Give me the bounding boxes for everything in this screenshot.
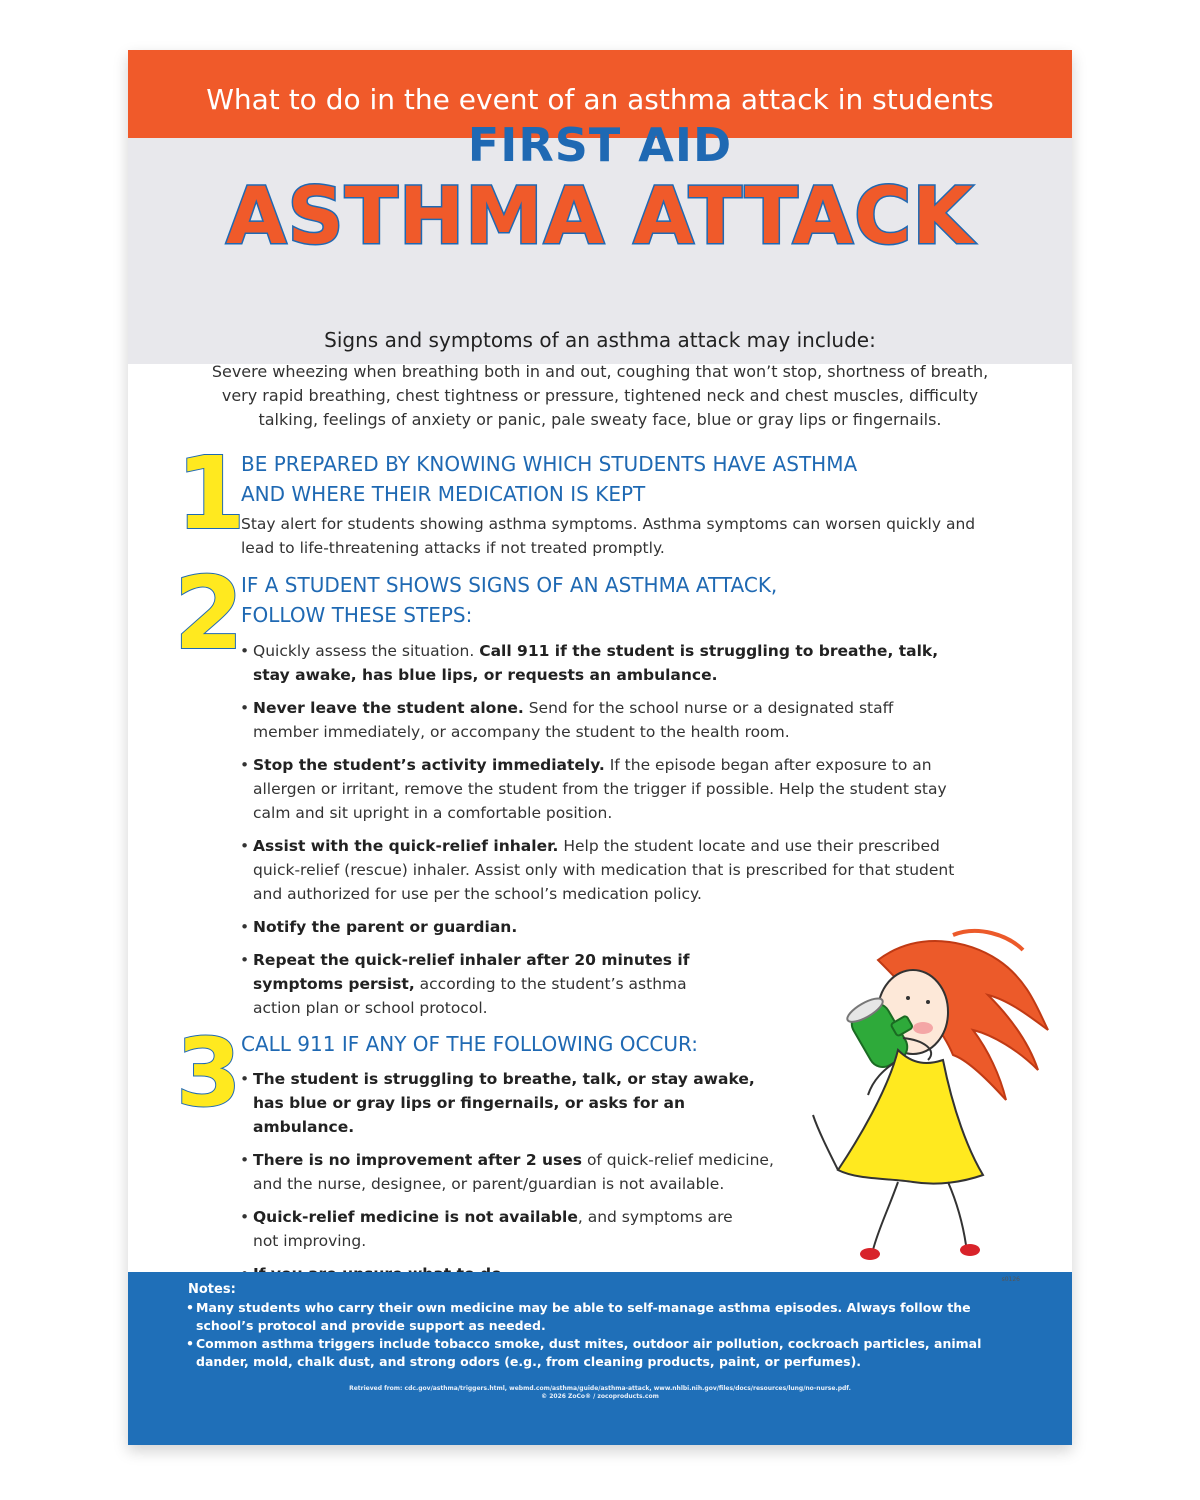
notes-title: Notes: xyxy=(188,1282,236,1297)
step-3-bullet: • The student is struggling to breathe, talk, or stay awake, has blue or gray lips or fingernails, or asks for an ambulance. xyxy=(238,1067,778,1139)
step-1-heading-line1: BE PREPARED BY KNOWING WHICH STUDENTS HAVE ASTHMA xyxy=(241,452,858,476)
symptoms-body: Severe wheezing when breathing both in and out, coughing that won’t stop, shortness of breath, very rapid breathing, chest tightness or pressure, tightened neck and chest muscles, difficulty talking, feelings of anxiety or panic, pale sweaty face, blue or gray lips or fingernails. xyxy=(211,362,989,429)
step-2-heading xyxy=(241,570,1001,630)
notes-list xyxy=(186,1299,1016,1371)
step-2-bullet: • Never leave the student alone. Send for the school nurse or a designated staff member immediately, or accompany the student to the health room. xyxy=(238,696,958,744)
step-1-heading xyxy=(241,449,1001,509)
step-1-number: 1 xyxy=(176,435,246,552)
step-1-heading-line2: AND WHERE THEIR MEDICATION IS KEPT xyxy=(241,482,646,506)
step-2-heading-line1: IF A STUDENT SHOWS SIGNS OF AN ASTHMA ATTACK, xyxy=(241,573,778,597)
step-3-heading-line1: CALL 911 IF ANY OF THE FOLLOWING OCCUR: xyxy=(241,1032,699,1056)
note-item: • Common asthma triggers include tobacco smoke, dust mites, outdoor air pollution, cockroach particles, animal dander, mold, chalk dust, and strong odors (e.g., from cleaning products, paint, or perfumes). xyxy=(186,1335,1016,1371)
source-citation: Retrieved from: cdc.gov/asthma/triggers.html, webmd.com/asthma/guide/asthma-attack, www.nhlbi.nih.gov/files/docs/resources/lung/no-nurse.pdf. xyxy=(349,1385,851,1392)
step-2-bullet: • Repeat the quick-relief inhaler after 20 minutes if symptoms persist, according to the student’s asthma action plan or school protocol. xyxy=(238,948,703,1020)
poster xyxy=(128,50,1072,1445)
step-3-bullet-list xyxy=(238,1067,778,1295)
step-2-bullet: • Assist with the quick-relief inhaler. Help the student locate and use their prescribed quick-relief (rescue) inhaler. Assist only with medication that is prescribed for that student and authorized for use per the school’s medication policy. xyxy=(238,834,958,906)
step-1-text: Stay alert for students showing asthma symptoms. Asthma symptoms can worsen quickly and lead to life-threatening attacks if not treated promptly. xyxy=(241,515,976,557)
note-item: • Many students who carry their own medicine may be able to self-manage asthma episodes. Always follow the school’s protocol and provide support as needed. xyxy=(186,1299,1016,1335)
step-2-number: 2 xyxy=(174,555,244,672)
girl-using-inhaler-illustration xyxy=(738,920,1058,1270)
step-3-number: 3 xyxy=(176,1019,242,1128)
symptoms-heading: Signs and symptoms of an asthma attack may include: xyxy=(324,328,876,352)
header-subtitle: What to do in the event of an asthma attack in students xyxy=(206,82,994,116)
copyright: © 2026 ZoCo® / zocoproducts.com xyxy=(541,1393,659,1400)
title-asthma-attack: ASTHMA ATTACK xyxy=(226,172,974,262)
title-first-aid: FIRST AID xyxy=(467,118,733,172)
dress xyxy=(838,1050,983,1184)
step-3-bullet: • There is no improvement after 2 uses of quick-relief medicine, and the nurse, designee, or parent/guardian is not available. xyxy=(238,1148,778,1196)
step-3-bullet: • Quick-relief medicine is not available, and symptoms are not improving. xyxy=(238,1205,733,1253)
step-2-heading-line2: FOLLOW THESE STEPS: xyxy=(241,603,473,627)
poster-code: s0126 xyxy=(1001,1276,1020,1283)
step-2-bullet: • Quickly assess the situation. Call 911 if the student is struggling to breathe, talk, stay awake, has blue lips, or requests an ambulance. xyxy=(238,639,958,687)
step-2-bullet: • Stop the student’s activity immediately. If the episode began after exposure to an allergen or irritant, remove the student from the trigger if possible. Help the student stay calm and sit upright in a comfortable position. xyxy=(238,753,958,825)
step-2-bullet: • Notify the parent or guardian. xyxy=(238,915,958,939)
notes-band xyxy=(128,1272,1072,1445)
